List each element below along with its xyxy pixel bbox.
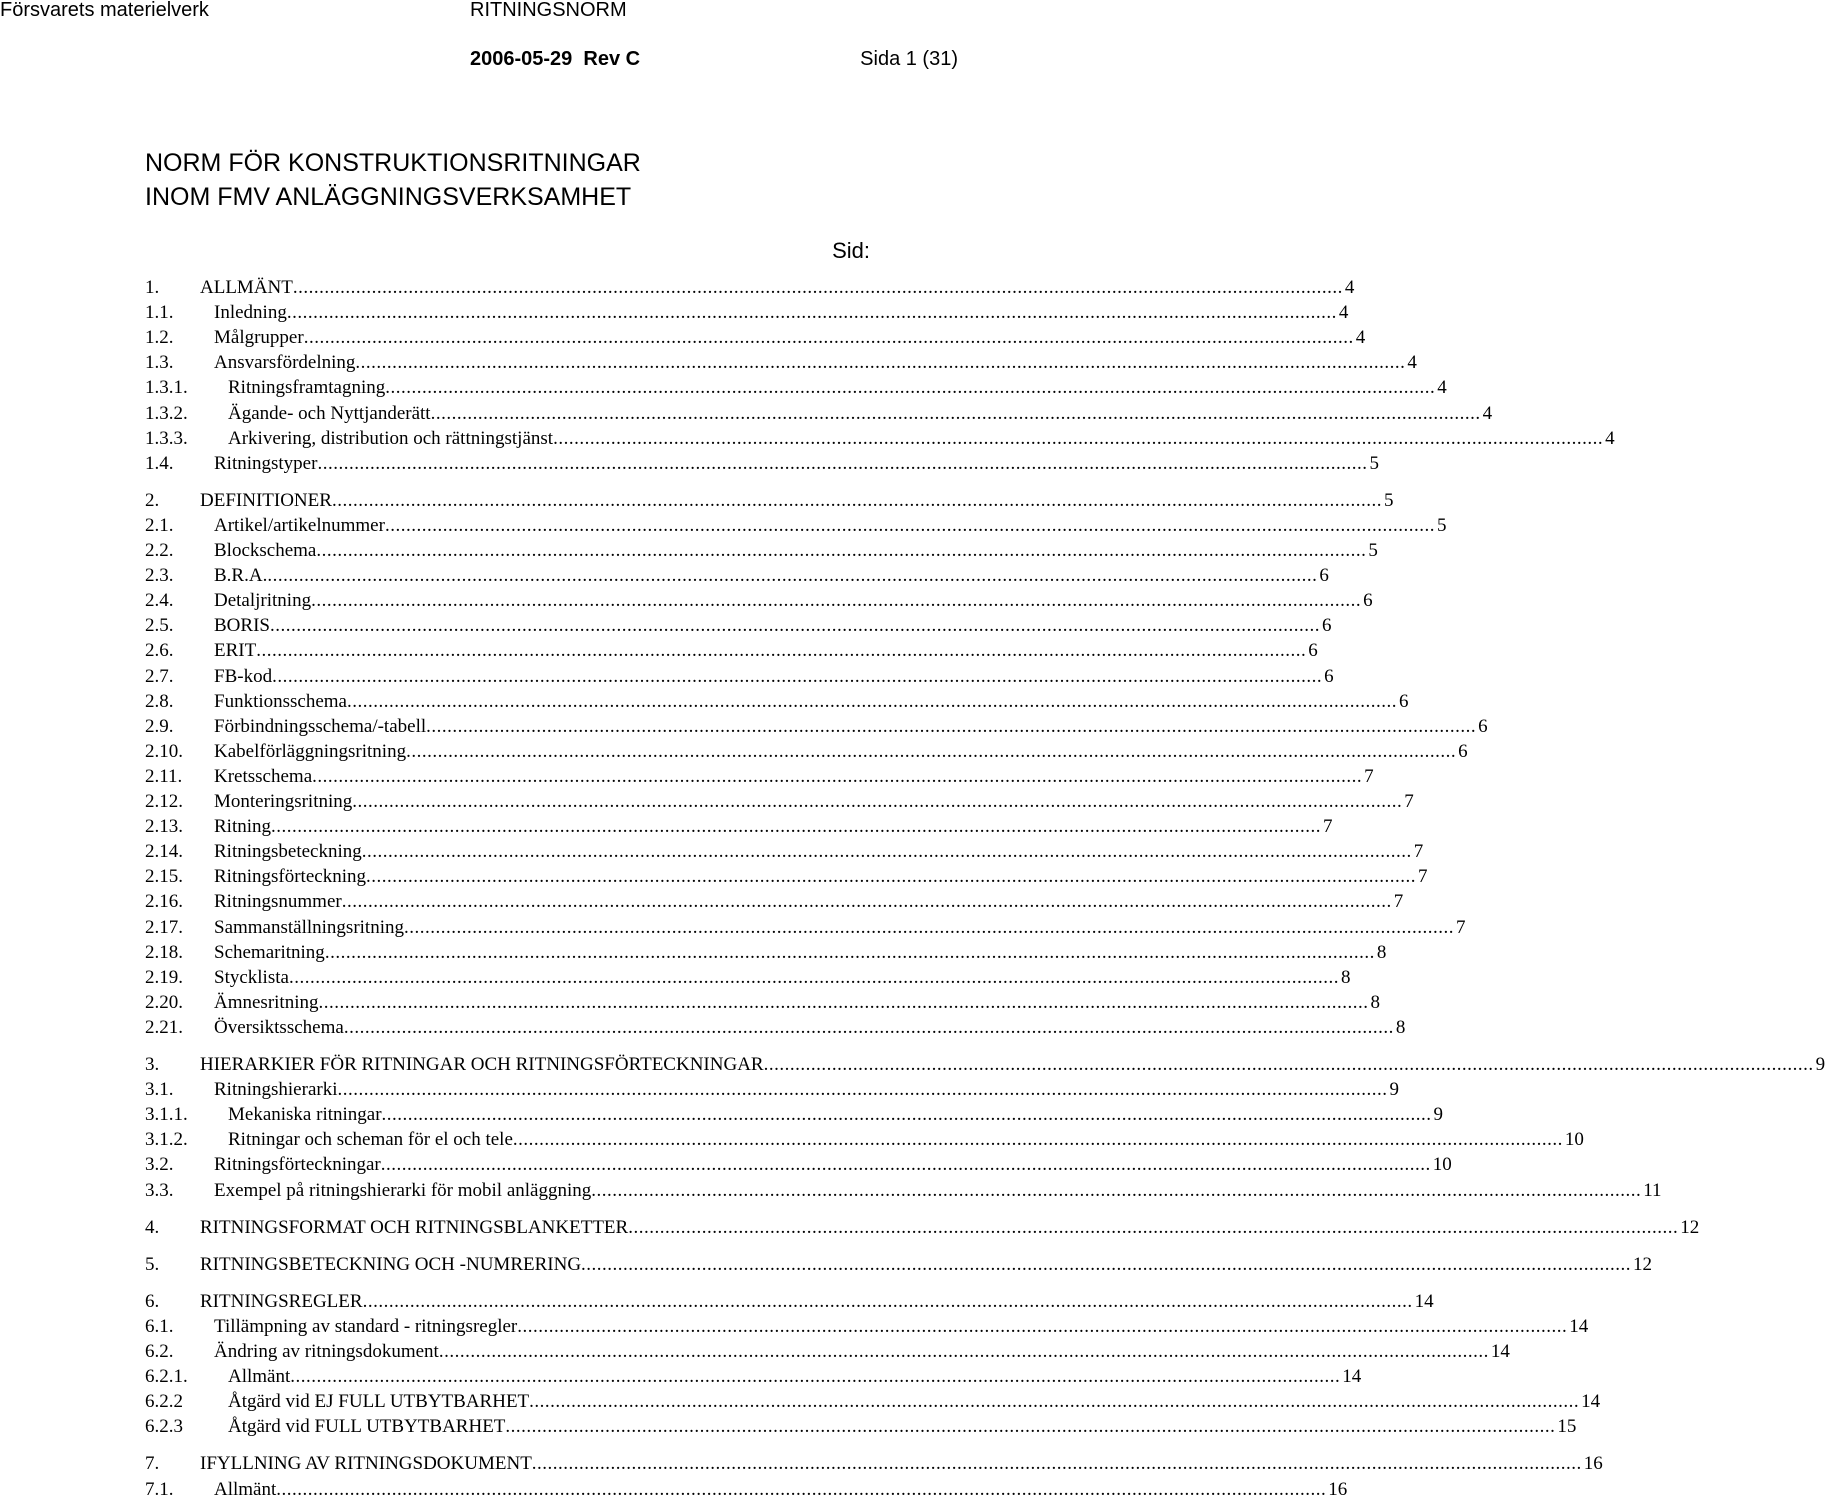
toc-entry-number: 6.2.2 (145, 1391, 183, 1412)
toc-entry-title: Kabelförläggningsritning (214, 741, 407, 762)
toc-entry[interactable] (145, 402, 1493, 426)
toc-dot-leader: ........................................................................................................................................................................................................ (531, 1453, 1582, 1474)
toc-entry[interactable] (145, 614, 1332, 638)
toc-entry-number: 5. (145, 1254, 160, 1275)
toc-entry-title: Ritningar och scheman för el och tele (228, 1129, 513, 1150)
toc-entry-title: Ritningsbeteckning (214, 841, 362, 862)
toc-dot-leader: ........................................................................................................................................................................................................ (628, 1217, 1679, 1238)
toc-entry-page: 6 (1321, 615, 1332, 636)
toc-entry[interactable] (145, 1290, 1434, 1314)
toc-entry-number: 2.11. (145, 766, 183, 787)
toc-entry-number: 6.2.1. (145, 1366, 188, 1387)
toc-entry[interactable] (145, 941, 1387, 965)
toc-entry[interactable] (145, 514, 1447, 538)
toc-entry-title: Ritningsförteckning (214, 866, 366, 887)
toc-dot-leader: ........................................................................................................................................................................................................ (331, 490, 1382, 511)
toc-entry-title: Tillämpning av standard - ritningsregler (214, 1316, 518, 1337)
toc-entry-title: Ritningsnummer (214, 891, 342, 912)
toc-entry-number: 7.1. (145, 1479, 174, 1500)
toc-entry-number: 1.3.2. (145, 403, 188, 424)
toc-entry-number: 1.1. (145, 302, 174, 323)
toc-dot-leader: ........................................................................................................................................................................................................ (512, 1129, 1563, 1150)
toc-entry-title: Exempel på ritningshierarki för mobil anläggning (214, 1180, 592, 1201)
toc-entry-page: 8 (1395, 1017, 1406, 1038)
toc-entry-number: 7. (145, 1453, 160, 1474)
toc-entry-number: 2.6. (145, 640, 174, 661)
toc-dot-leader: ........................................................................................................................................................................................................ (269, 615, 1320, 636)
toc-dot-leader: ........................................................................................................................................................................................................ (385, 377, 1436, 398)
toc-entry[interactable] (145, 765, 1374, 789)
toc-dot-leader: ........................................................................................................................................................................................................ (352, 791, 1403, 812)
toc-entry-title: B.R.A. (214, 565, 268, 586)
toc-entry-page: 16 (1583, 1453, 1603, 1474)
header-document-type: RITNINGSNORM (470, 0, 627, 21)
toc-entry-page: 7 (1364, 766, 1374, 787)
toc-entry-title: Monteringsritning (214, 791, 353, 812)
toc-entry-page: 4 (1338, 302, 1349, 323)
toc-entry-page: 9 (1815, 1054, 1825, 1075)
toc-entry-number: 2.4. (145, 590, 174, 611)
toc-entry-page: 7 (1413, 841, 1424, 862)
toc-entry-page: 16 (1328, 1479, 1348, 1500)
toc-entry-title: Översiktsschema (214, 1017, 344, 1038)
toc-entry-number: 2.8. (145, 691, 174, 712)
toc-entry-page: 9 (1433, 1104, 1444, 1125)
toc-entry-number: 2.14. (145, 841, 183, 862)
toc-entry-page: 5 (1436, 515, 1447, 536)
toc-entry-number: 1.4. (145, 453, 174, 474)
toc-dot-leader: ........................................................................................................................................................................................................ (362, 1291, 1413, 1312)
toc-entry[interactable] (145, 452, 1379, 476)
toc-entry-page: 14 (1490, 1341, 1510, 1362)
toc-dot-leader: ........................................................................................................................................................................................................ (303, 327, 1354, 348)
toc-dot-leader: ........................................................................................................................................................................................................ (317, 453, 1368, 474)
toc-dot-leader: ........................................................................................................................................................................................................ (267, 565, 1318, 586)
toc-entry-title: Schemaritning (214, 942, 325, 963)
toc-dot-leader: ........................................................................................................................................................................................................ (272, 666, 1323, 687)
toc-entry-number: 3.2. (145, 1154, 174, 1175)
toc-entry-page: 11 (1643, 1180, 1662, 1201)
toc-entry-title: Ritning (214, 816, 272, 837)
toc-entry[interactable] (145, 564, 1329, 588)
toc-entry-number: 3.3. (145, 1180, 174, 1201)
toc-dot-leader: ........................................................................................................................................................................................................ (591, 1180, 1642, 1201)
toc-entry-title: Förbindningsschema/-tabell (214, 716, 427, 737)
toc-entry[interactable] (145, 427, 1615, 451)
toc-dot-leader: ........................................................................................................................................................................................................ (380, 1154, 1431, 1175)
toc-entry-page: 15 (1557, 1416, 1577, 1437)
toc-entry-number: 2.12. (145, 791, 183, 812)
toc-entry[interactable] (145, 966, 1351, 990)
toc-entry-page: 8 (1376, 942, 1387, 963)
toc-entry-title: BORIS (214, 615, 270, 636)
toc-dot-leader: ........................................................................................................................................................................................................ (365, 866, 1416, 887)
toc-entry[interactable] (145, 890, 1404, 914)
toc-entry-title: Sammanställningsritning (214, 917, 404, 938)
toc-dot-leader: ........................................................................................................................................................................................................ (256, 640, 1307, 661)
toc-entry-number: 2.7. (145, 666, 174, 687)
toc-entry-title: Ansvarsfördelning (214, 352, 356, 373)
toc-dot-leader: ........................................................................................................................................................................................................ (276, 1479, 1327, 1500)
toc-entry-page: 4 (1437, 377, 1447, 398)
toc-entry[interactable] (145, 1390, 1601, 1414)
toc-entry-page: 8 (1370, 992, 1380, 1013)
document-title-line-1: NORM FÖR KONSTRUKTIONSRITNINGAR (145, 149, 641, 177)
toc-entry-number: 1.3.3. (145, 428, 188, 449)
toc-entry[interactable] (145, 1216, 1700, 1240)
toc-entry-page: 4 (1355, 327, 1366, 348)
toc-entry[interactable] (145, 991, 1380, 1015)
toc-entry-number: 2.20. (145, 992, 183, 1013)
toc-entry-page: 6 (1399, 691, 1409, 712)
toc-entry[interactable] (145, 865, 1428, 889)
toc-entry-title: IFYLLNING AV RITNINGSDOKUMENT (200, 1453, 532, 1474)
toc-entry[interactable] (145, 326, 1366, 350)
toc-entry[interactable] (145, 1128, 1584, 1152)
toc-entry-number: 2.2. (145, 540, 174, 561)
toc-entry-title: Funktionsschema (214, 691, 347, 712)
toc-dot-leader: ........................................................................................................................................................................................................ (426, 716, 1477, 737)
toc-entry-page: 7 (1393, 891, 1404, 912)
toc-entry-page: 6 (1458, 741, 1468, 762)
toc-entry-number: 6.1. (145, 1316, 174, 1337)
toc-entry-title: Allmänt (214, 1479, 277, 1500)
toc-entry[interactable] (145, 1179, 1662, 1203)
toc-dot-leader: ........................................................................................................................................................................................................ (337, 1079, 1388, 1100)
toc-entry-number: 2.17. (145, 917, 183, 938)
toc-entry-title: Mekaniska ritningar (228, 1104, 382, 1125)
toc-entry-page: 12 (1680, 1217, 1700, 1238)
toc-dot-leader: ........................................................................................................................................................................................................ (517, 1316, 1568, 1337)
toc-entry[interactable] (145, 1253, 1653, 1277)
toc-entry-page: 4 (1482, 403, 1493, 424)
toc-entry-number: 3.1.1. (145, 1104, 188, 1125)
toc-entry-page: 14 (1569, 1316, 1589, 1337)
toc-entry-title: RITNINGSFORMAT OCH RITNINGSBLANKETTER (200, 1217, 629, 1238)
toc-dot-leader: ........................................................................................................................................................................................................ (505, 1416, 1556, 1437)
toc-entry-number: 2.19. (145, 967, 183, 988)
toc-entry-page: 7 (1323, 816, 1333, 837)
header-page-number: Sida 1 (31) (860, 48, 958, 70)
toc-dot-leader: ........................................................................................................................................................................................................ (553, 428, 1604, 449)
toc-dot-leader: ........................................................................................................................................................................................................ (290, 1366, 1341, 1387)
toc-entry[interactable] (145, 1053, 1825, 1077)
toc-dot-leader: ........................................................................................................................................................................................................ (286, 302, 1337, 323)
toc-entry-number: 2.21. (145, 1017, 183, 1038)
toc-entry-page: 6 (1478, 716, 1488, 737)
toc-entry-title: Blockschema (214, 540, 317, 561)
toc-entry[interactable] (145, 639, 1318, 663)
toc-entry-title: Ändring av ritningsdokument (214, 1341, 439, 1362)
toc-entry[interactable] (145, 1078, 1399, 1102)
toc-dot-leader: ........................................................................................................................................................................................................ (312, 766, 1363, 787)
toc-entry-title: Målgrupper (214, 327, 304, 348)
toc-entry-page: 7 (1417, 866, 1428, 887)
toc-entry[interactable] (145, 351, 1417, 375)
toc-entry-page: 12 (1633, 1254, 1653, 1275)
toc-entry-title: Inledning (214, 302, 287, 323)
toc-entry-number: 2.9. (145, 716, 174, 737)
toc-entry-title: RITNINGSBETECKNING OCH -NUMRERING (200, 1254, 582, 1275)
toc-entry-title: Ritningstyper (214, 453, 318, 474)
toc-entry-page: 7 (1456, 917, 1466, 938)
toc-entry-title: ALLMÄNT (200, 277, 293, 298)
header-date-revision: 2006-05-29 Rev C (470, 48, 641, 70)
toc-entry-number: 1.2. (145, 327, 174, 348)
toc-entry-number: 2.13. (145, 816, 183, 837)
toc-entry[interactable] (145, 1415, 1577, 1439)
toc-entry[interactable] (145, 1315, 1589, 1339)
toc-entry-title: RITNINGSREGLER (200, 1291, 363, 1312)
toc-entry-title: Kretsschema (214, 766, 313, 787)
toc-entry-title: Detaljritning (214, 590, 312, 611)
toc-entry-page: 14 (1414, 1291, 1434, 1312)
toc-entry[interactable] (145, 1103, 1444, 1127)
toc-entry-page: 14 (1342, 1366, 1362, 1387)
toc-entry[interactable] (145, 1016, 1406, 1040)
toc-entry-page: 5 (1368, 540, 1378, 561)
toc-entry-number: 2.5. (145, 615, 174, 636)
toc-entry-page: 6 (1324, 666, 1334, 687)
toc-dot-leader: ........................................................................................................................................................................................................ (406, 741, 1457, 762)
toc-entry[interactable] (145, 840, 1424, 864)
toc-entry-title: Åtgärd vid FULL UTBYTBARHET (228, 1416, 506, 1437)
toc-entry[interactable] (145, 301, 1349, 325)
toc-entry-title: ERIT (214, 640, 257, 661)
toc-dot-leader: ........................................................................................................................................................................................................ (763, 1054, 1814, 1075)
toc-entry[interactable] (145, 690, 1409, 714)
toc-entry-page: 7 (1404, 791, 1414, 812)
toc-entry-number: 6.2. (145, 1341, 174, 1362)
toc-entry[interactable] (145, 1153, 1452, 1177)
toc-entry-number: 6.2.3 (145, 1416, 183, 1437)
toc-dot-leader: ........................................................................................................................................................................................................ (381, 1104, 1432, 1125)
toc-dot-leader: ........................................................................................................................................................................................................ (384, 515, 1435, 536)
toc-page-column-heading: Sid: (832, 238, 870, 263)
toc-entry-page: 6 (1308, 640, 1318, 661)
toc-dot-leader: ........................................................................................................................................................................................................ (430, 403, 1481, 424)
toc-entry-number: 3.1.2. (145, 1129, 188, 1150)
toc-entry-number: 3. (145, 1054, 160, 1075)
document-title-line-2: INOM FMV ANLÄGGNINGSVERKSAMHET (145, 183, 632, 211)
toc-entry-title: Stycklista (214, 967, 289, 988)
toc-entry-page: 10 (1432, 1154, 1452, 1175)
toc-dot-leader: ........................................................................................................................................................................................................ (318, 992, 1369, 1013)
toc-dot-leader: ........................................................................................................................................................................................................ (271, 816, 1322, 837)
toc-entry[interactable] (145, 815, 1333, 839)
toc-dot-leader: ........................................................................................................................................................................................................ (343, 1017, 1394, 1038)
toc-entry-title: Ritningsframtagning (228, 377, 386, 398)
toc-entry-page: 9 (1389, 1079, 1399, 1100)
toc-entry[interactable] (145, 539, 1378, 563)
toc-entry-page: 5 (1383, 490, 1394, 511)
toc-dot-leader: ........................................................................................................................................................................................................ (404, 917, 1454, 938)
toc-entry[interactable] (145, 1340, 1510, 1364)
toc-entry-title: Artikel/artikelnummer (214, 515, 385, 536)
toc-entry-page: 4 (1344, 277, 1355, 298)
toc-entry-number: 2.3. (145, 565, 174, 586)
toc-entry[interactable] (145, 1365, 1362, 1389)
toc-dot-leader: ........................................................................................................................................................................................................ (438, 1341, 1489, 1362)
toc-dot-leader: ........................................................................................................................................................................................................ (341, 891, 1392, 912)
toc-entry-number: 6. (145, 1291, 160, 1312)
toc-entry-number: 2.16. (145, 891, 183, 912)
toc-entry-title: Ritningshierarki (214, 1079, 338, 1100)
toc-entry[interactable] (145, 1452, 1603, 1476)
toc-entry[interactable] (145, 916, 1466, 940)
toc-dot-leader: ........................................................................................................................................................................................................ (581, 1254, 1632, 1275)
toc-entry-page: 6 (1319, 565, 1329, 586)
toc-dot-leader: ........................................................................................................................................................................................................ (292, 277, 1343, 298)
toc-dot-leader: ........................................................................................................................................................................................................ (347, 691, 1397, 712)
toc-entry-title: Allmänt (228, 1366, 291, 1387)
toc-entry[interactable] (145, 740, 1468, 764)
toc-dot-leader: ........................................................................................................................................................................................................ (361, 841, 1412, 862)
toc-entry-number: 2.18. (145, 942, 183, 963)
toc-entry[interactable] (145, 1478, 1348, 1502)
toc-entry-number: 1.3. (145, 352, 174, 373)
toc-entry-number: 3.1. (145, 1079, 174, 1100)
toc-entry-page: 10 (1564, 1129, 1584, 1150)
toc-entry-page: 8 (1340, 967, 1351, 988)
toc-entry-number: 4. (145, 1217, 160, 1238)
toc-entry[interactable] (145, 376, 1447, 400)
toc-entry[interactable] (145, 589, 1373, 613)
toc-entry[interactable] (145, 665, 1334, 689)
toc-entry-page: 4 (1605, 428, 1615, 449)
toc-dot-leader: ........................................................................................................................................................................................................ (324, 942, 1375, 963)
toc-entry-title: Åtgärd vid EJ FULL UTBYTBARHET (228, 1391, 530, 1412)
toc-entry-number: 2.15. (145, 866, 183, 887)
toc-dot-leader: ........................................................................................................................................................................................................ (288, 967, 1339, 988)
toc-entry-title: Arkivering, distribution och rättningstjänst (228, 428, 554, 449)
toc-entry[interactable] (145, 489, 1394, 513)
header-organization: Försvarets materielverk (0, 0, 209, 21)
toc-entry[interactable] (145, 715, 1488, 739)
toc-dot-leader: ........................................................................................................................................................................................................ (529, 1391, 1580, 1412)
toc-entry-title: HIERARKIER FÖR RITNINGAR OCH RITNINGSFÖRTECKNINGAR (200, 1054, 764, 1075)
toc-entry-title: FB-kod (214, 666, 273, 687)
toc-entry[interactable] (145, 790, 1414, 814)
toc-entry-number: 1.3.1. (145, 377, 188, 398)
toc-dot-leader: ........................................................................................................................................................................................................ (316, 540, 1367, 561)
toc-entry-title: DEFINITIONER (200, 490, 332, 511)
toc-entry-number: 2.1. (145, 515, 174, 536)
toc-entry-number: 1. (145, 277, 160, 298)
toc-entry-page: 6 (1363, 590, 1373, 611)
toc-entry-number: 2.10. (145, 741, 183, 762)
toc-dot-leader: ........................................................................................................................................................................................................ (355, 352, 1406, 373)
toc-entry-number: 2. (145, 490, 160, 511)
toc-entry-title: Ägande- och Nyttjanderätt (228, 403, 431, 424)
toc-entry-title: Ämnesritning (214, 992, 319, 1013)
toc-entry-page: 4 (1407, 352, 1417, 373)
toc-entry-page: 14 (1581, 1391, 1601, 1412)
toc-entry[interactable] (145, 276, 1355, 300)
toc-entry-page: 5 (1369, 453, 1379, 474)
toc-entry-title: Ritningsförteckningar (214, 1154, 381, 1175)
toc-dot-leader: ........................................................................................................................................................................................................ (311, 590, 1362, 611)
